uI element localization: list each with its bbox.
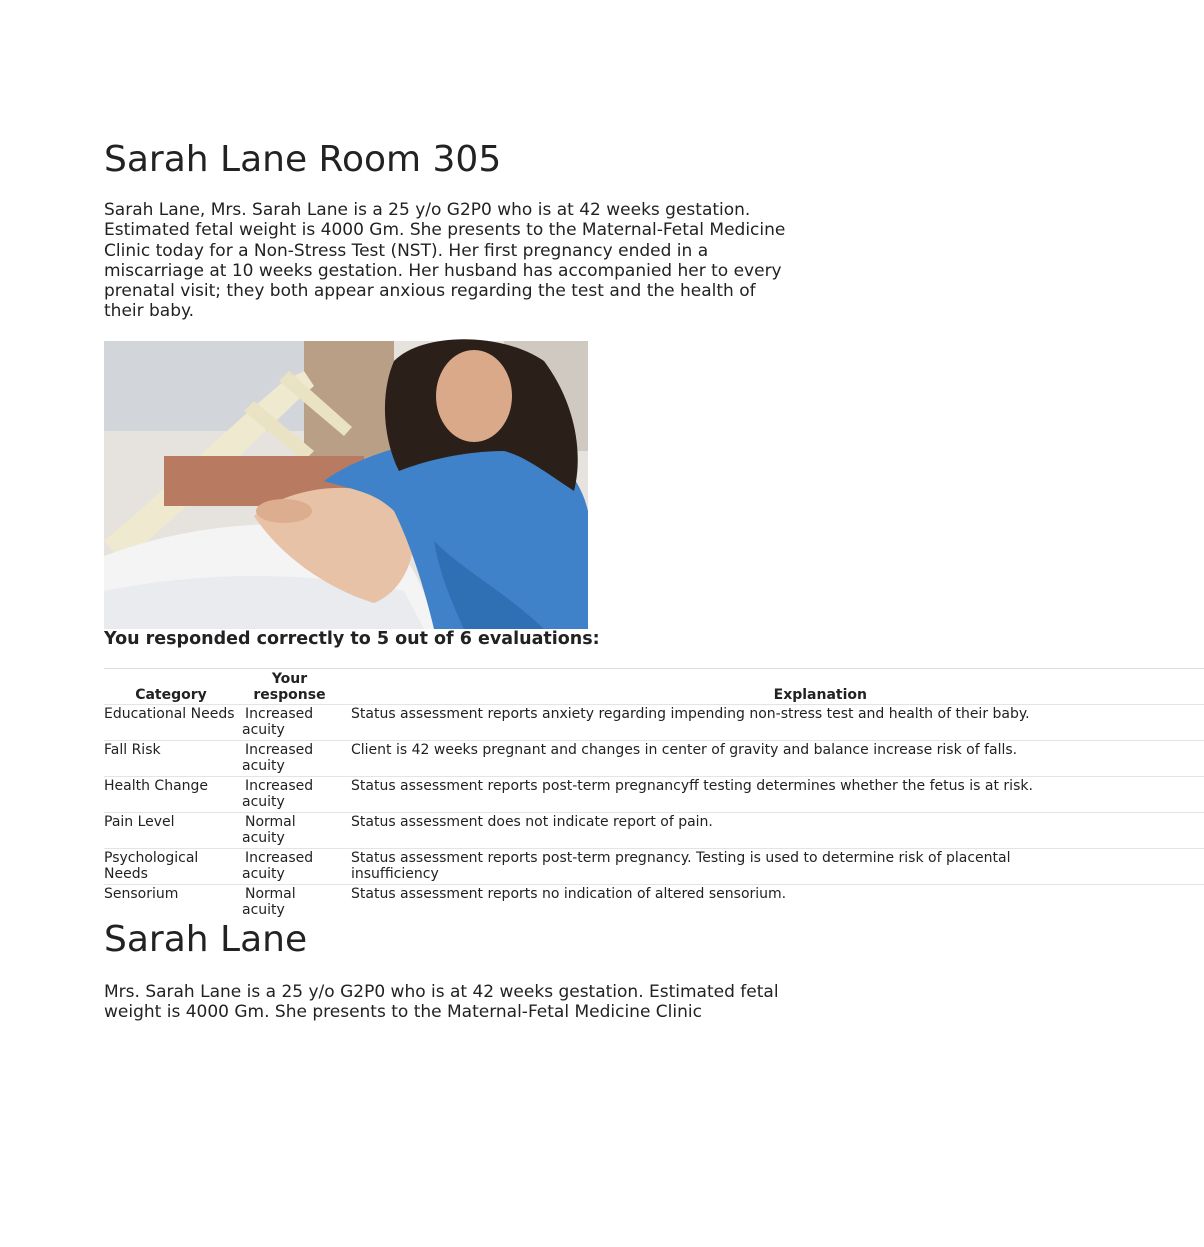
row-explanation: Client is 42 weeks pregnant and changes in center of gravity and balance increase risk of falls. bbox=[341, 741, 1204, 777]
table-row bbox=[104, 777, 1204, 813]
row-explanation-line: Status assessment reports post-term pregnancy. Testing is used to determine risk of placental bbox=[351, 850, 1011, 866]
table-row bbox=[104, 849, 1204, 885]
table-row bbox=[104, 813, 1204, 849]
section-paragraph: Mrs. Sarah Lane is a 25 y/o G2P0 who is at 42 weeks gestation. Estimated fetal weight is 4000 Gm. She presents to the Maternal-Fetal Medicine Clinic bbox=[104, 982, 779, 1023]
row-response: Increased acuity bbox=[238, 705, 341, 741]
row-category: Health Change bbox=[104, 777, 238, 813]
evaluation-table bbox=[104, 668, 1204, 920]
row-category: Fall Risk bbox=[104, 741, 238, 777]
table-row bbox=[104, 741, 1204, 777]
patient-photo bbox=[104, 341, 588, 629]
row-explanation: Status assessment reports no indication of altered sensorium. bbox=[341, 885, 1204, 921]
page-title: Sarah Lane Room 305 bbox=[104, 139, 502, 180]
row-response: Increased acuity bbox=[238, 741, 341, 777]
column-header-category: Category bbox=[104, 669, 238, 705]
row-response: Normal acuity bbox=[238, 885, 341, 921]
row-response: Normal acuity bbox=[238, 813, 341, 849]
row-explanation bbox=[341, 849, 1204, 885]
row-category: Pain Level bbox=[104, 813, 238, 849]
table-header-row bbox=[104, 669, 1204, 705]
row-explanation: Status assessment reports anxiety regarding impending non-stress test and health of their baby. bbox=[341, 705, 1204, 741]
row-explanation: Status assessment reports post-term pregnancyff testing determines whether the fetus is at risk. bbox=[341, 777, 1204, 813]
table-row bbox=[104, 885, 1204, 921]
table-row bbox=[104, 705, 1204, 741]
section-title: Sarah Lane bbox=[104, 919, 308, 960]
row-category: Psychological Needs bbox=[104, 849, 238, 885]
row-explanation-line: insufﬁciency bbox=[351, 866, 439, 882]
row-response: Increased acuity bbox=[238, 777, 341, 813]
column-header-response: Your response bbox=[238, 669, 341, 705]
row-category: Educational Needs bbox=[104, 705, 238, 741]
intro-paragraph: Sarah Lane, Mrs. Sarah Lane is a 25 y/o G2P0 who is at 42 weeks gestation. Estimated fetal weight is 4000 Gm. She presents to the Maternal-Fetal Medicine Clinic today for a Non-Stress Test (NST). Her first pregnancy ended in a miscarriage at 10 weeks gestation. Her husband has accompanied her to every prenatal visit; they both appear anxious regarding the test and the health of their baby. bbox=[104, 200, 786, 322]
row-category: Sensorium bbox=[104, 885, 238, 921]
column-header-explanation: Explanation bbox=[341, 669, 1204, 705]
evaluation-table-container bbox=[104, 668, 1033, 918]
row-response: Increased acuity bbox=[238, 849, 341, 885]
results-heading: You responded correctly to 5 out of 6 evaluations: bbox=[104, 629, 600, 649]
row-explanation: Status assessment does not indicate report of pain. bbox=[341, 813, 1204, 849]
